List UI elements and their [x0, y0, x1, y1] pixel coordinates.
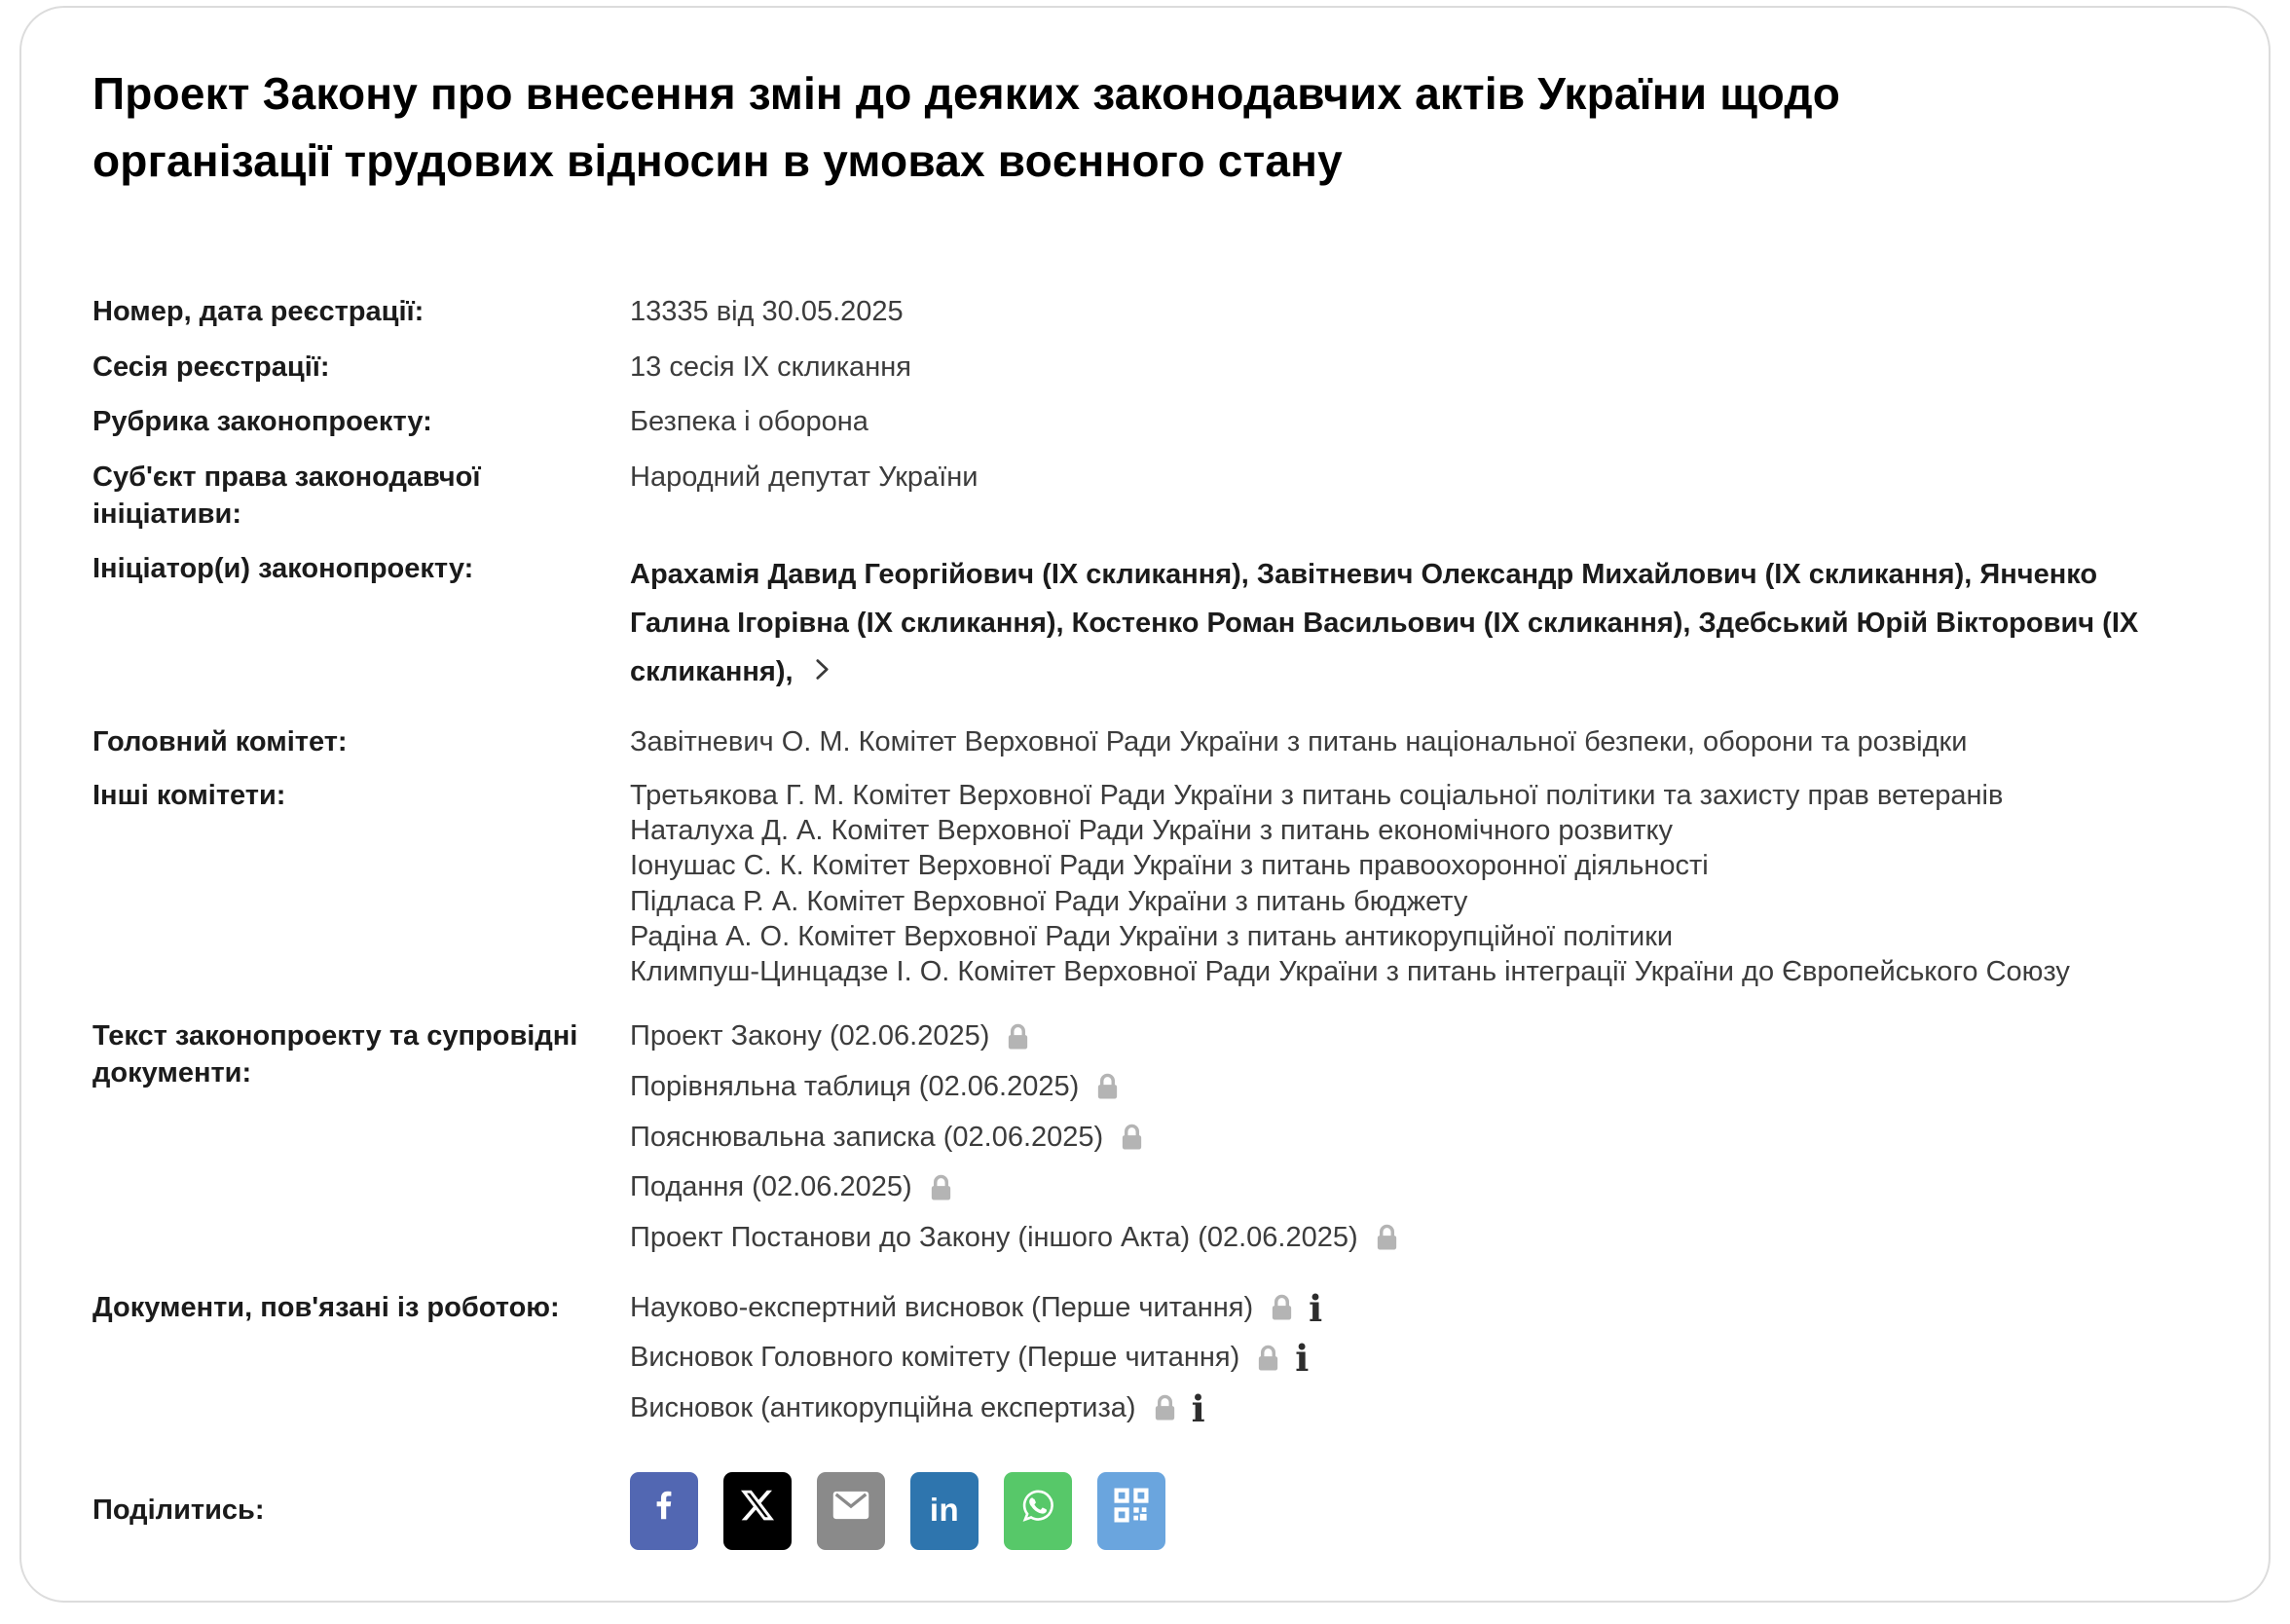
share-facebook-button[interactable]: [630, 1472, 698, 1550]
field-label-other-committees: Інші комітети:: [92, 779, 286, 811]
field-row-documents: [92, 1018, 2171, 1270]
document-item: [630, 1018, 2171, 1055]
field-label-documents: Текст законопроекту та супровідні документи:: [92, 1020, 578, 1089]
whatsapp-icon: [1017, 1485, 1058, 1536]
share-buttons: [630, 1472, 2171, 1550]
committee-item: Наталуха Д. А. Комітет Верховної Ради України з питань економічного розвитку: [630, 815, 1674, 846]
committee-item: Підласа Р. А. Комітет Верховної Ради України з питань бюджету: [630, 885, 1468, 917]
field-row-related-documents: [92, 1286, 2171, 1441]
info-icon[interactable]: i: [1295, 1337, 1310, 1381]
document-link[interactable]: Науково-експертний висновок (Перше читання): [630, 1291, 1254, 1323]
info-icon[interactable]: i: [1191, 1386, 1205, 1430]
document-link[interactable]: Висновок Головного комітету (Перше читання): [630, 1342, 1240, 1374]
linkedin-icon: in: [929, 1492, 960, 1529]
lock-icon: [1152, 1393, 1178, 1423]
info-icon[interactable]: i: [1309, 1286, 1323, 1330]
initiators-names: Арахамія Давид Георгійович (IX скликання), Завітневич Олександр Михайлович (IX скликання), Янченко Галина Ігорівна (IX скликання), Костенко Роман Васильович (IX скликання), Здебський Юрій Вікторович (IX скликання),: [630, 559, 2139, 688]
share-qr-button[interactable]: [1097, 1472, 1165, 1550]
email-icon: [831, 1490, 870, 1532]
document-link[interactable]: Проект Постанови до Закону (іншого Акта) (02.06.2025): [630, 1222, 1358, 1253]
share-whatsapp-button[interactable]: [1004, 1472, 1072, 1550]
field-row-share: [92, 1472, 2171, 1550]
document-item: [630, 1069, 2171, 1106]
committee-item: Третьякова Г. М. Комітет Верховної Ради України з питань соціальної політики та захисту прав ветеранів: [630, 779, 2004, 811]
field-row-rubric: [92, 404, 2171, 441]
lock-icon: [1255, 1344, 1281, 1374]
document-item: [630, 1286, 2171, 1330]
committee-item: Климпуш-Цинцадзе І. О. Комітет Верховної Ради України з питань інтеграції України до Європейського Союзу: [630, 956, 2070, 987]
share-linkedin-button[interactable]: [910, 1472, 979, 1550]
field-row-other-committees: [92, 778, 2171, 990]
field-value-initiators: [630, 551, 2171, 697]
field-row-main-committee: [92, 724, 2171, 761]
document-item: [630, 1337, 2171, 1381]
field-label-initiators: Ініціатор(и) законопроекту:: [92, 553, 474, 585]
field-row-initiators: [92, 551, 2171, 697]
field-value-number: 13335 від 30.05.2025: [630, 296, 904, 327]
lock-icon: [1374, 1223, 1400, 1253]
document-item: [630, 1386, 2171, 1430]
related-documents-list: [630, 1286, 2171, 1441]
field-value-subject: Народний депутат України: [630, 461, 979, 494]
chevron-right-icon[interactable]: [815, 648, 830, 697]
field-label-subject: Суб'єкт права законодавчої ініціативи:: [92, 461, 481, 530]
other-committees-list: [630, 778, 2171, 990]
facebook-icon: [646, 1487, 683, 1534]
document-link[interactable]: Порівняльна таблиця (02.06.2025): [630, 1070, 1080, 1102]
field-label-number: Номер, дата реєстрації:: [92, 296, 425, 327]
committee-item: Іонушас С. К. Комітет Верховної Ради України з питань правоохоронної діяльності: [630, 850, 1709, 882]
document-item: [630, 1120, 2171, 1157]
lock-icon: [1119, 1123, 1145, 1153]
share-email-button[interactable]: [817, 1472, 885, 1550]
field-label-main-committee: Головний комітет:: [92, 726, 348, 758]
document-item: [630, 1169, 2171, 1206]
document-link[interactable]: Висновок (антикорупційна експертиза): [630, 1392, 1136, 1424]
field-row-session: [92, 350, 2171, 387]
page-title: Проект Закону про внесення змін до деяких законодавчих актів України щодо організації трудових відносин в умовах воєнного стану: [92, 68, 1841, 186]
committee-item: Радіна А. О. Комітет Верховної Ради України з питань антикорупційної політики: [630, 920, 1674, 952]
lock-icon: [928, 1173, 954, 1203]
document-link[interactable]: Пояснювальна записка (02.06.2025): [630, 1121, 1104, 1153]
field-row-number: [92, 294, 2171, 331]
field-label-share: Поділитись:: [92, 1494, 265, 1526]
documents-list: [630, 1018, 2171, 1270]
document-link[interactable]: Проект Закону (02.06.2025): [630, 1020, 990, 1052]
qr-code-icon: [1111, 1485, 1152, 1536]
lock-icon: [1005, 1022, 1031, 1052]
field-row-subject: [92, 460, 2171, 533]
field-value-rubric: Безпека і оборона: [630, 406, 868, 438]
share-x-button[interactable]: [723, 1472, 792, 1550]
field-label-related-documents: Документи, пов'язані із роботою:: [92, 1291, 560, 1323]
field-value-main-committee: Завітневич О. М. Комітет Верховної Ради України з питань національної безпеки, оборони та розвідки: [630, 726, 1968, 758]
lock-icon: [1094, 1072, 1121, 1102]
field-value-session: 13 сесія IX скликання: [630, 351, 911, 383]
lock-icon: [1269, 1293, 1295, 1323]
field-label-session: Сесія реєстрації:: [92, 351, 330, 383]
x-twitter-icon: [741, 1489, 774, 1532]
bill-card: [19, 6, 2271, 1603]
field-label-rubric: Рубрика законопроекту:: [92, 406, 432, 438]
document-link[interactable]: Подання (02.06.2025): [630, 1171, 912, 1203]
document-item: [630, 1220, 2171, 1257]
